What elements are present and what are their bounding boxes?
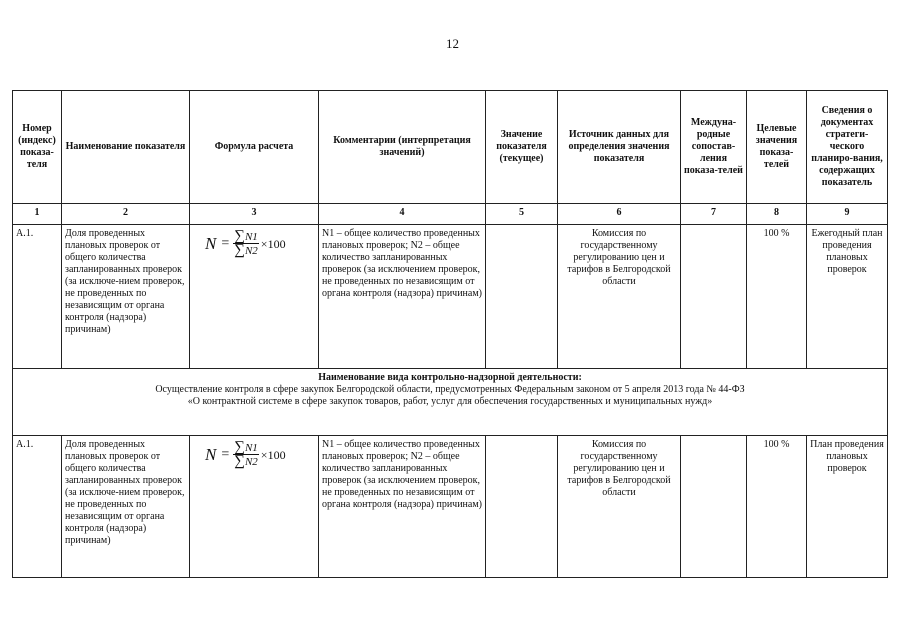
formula-numerator: N1: [244, 442, 258, 454]
header-international: Междуна-родные сопостав-ления показа-телей: [681, 91, 747, 204]
row-current-value: [486, 436, 558, 578]
formula-multiplier: ×100: [260, 236, 286, 251]
row-documents: План проведения плановых проверок: [807, 436, 888, 578]
formula-lhs: N: [205, 444, 217, 464]
column-number: 1: [13, 204, 62, 225]
header-formula: Формула расчета: [190, 91, 319, 204]
row-target: 100 %: [747, 436, 807, 578]
section-row: [13, 369, 888, 436]
header-index: Номер (индекс) показа-теля: [13, 91, 62, 204]
column-number: 3: [190, 204, 319, 225]
row-documents: Ежегодный план проведения плановых проверок: [807, 225, 888, 369]
sum-sign: ∑: [234, 453, 245, 469]
formula: [193, 439, 315, 468]
table-row: [13, 225, 888, 369]
section-line-1: Осуществление контроля в сфере закупок Белгородской области, предусмотренных Федеральным законом от 5 апреля 2013 года № 44-ФЗ: [155, 384, 745, 395]
row-data-source: Комиссия по государственному регулированию цен и тарифов в Белгородской области: [558, 436, 681, 578]
formula-denominator: N2: [244, 456, 258, 468]
column-number: 5: [486, 204, 558, 225]
header-documents: Сведения о документах стратеги-ческого планиро-вания, содержащих показатель: [807, 91, 888, 204]
formula-multiplier: ×100: [260, 447, 286, 462]
row-international: [681, 436, 747, 578]
column-number: 9: [807, 204, 888, 225]
table-row: [13, 436, 888, 578]
column-number: 2: [62, 204, 190, 225]
indicators-table: [12, 90, 888, 578]
page-number: 12: [446, 36, 459, 51]
header-data-source: Источник данных для определения значения показателя: [558, 91, 681, 204]
header-row: [13, 91, 888, 204]
formula-numerator: N1: [244, 231, 258, 243]
formula: [193, 228, 315, 257]
row-formula: [190, 436, 319, 578]
row-indicator-name: Доля проведенных плановых проверок от общего количества запланированных проверок (за исключе-нием проверок, не проведенных по независящим от органа контроля (надзора) причинам): [62, 436, 190, 578]
formula-fraction: [233, 230, 259, 257]
header-name: Наименование показателя: [62, 91, 190, 204]
row-current-value: [486, 225, 558, 369]
header-current-value: Значение показателя (текущее): [486, 91, 558, 204]
column-number: 8: [747, 204, 807, 225]
formula-equals: =: [221, 235, 230, 251]
column-number: 7: [681, 204, 747, 225]
formula-lhs: N: [205, 233, 217, 253]
column-number-row: [13, 204, 888, 225]
row-comment: N1 – общее количество проведенных плановых проверок; N2 – общее количество запланированных проверок (за исключением проверок, не проведенных по независящим от органа контроля (надзора) причинам): [319, 225, 486, 369]
section-line-2: «О контрактной системе в сфере закупок товаров, работ, услуг для обеспечения государственных и муниципальных нужд»: [187, 396, 713, 407]
header-target: Целевые значения показа-телей: [747, 91, 807, 204]
row-formula: [190, 225, 319, 369]
formula-fraction: [233, 441, 259, 468]
row-index: А.1.: [13, 436, 62, 578]
sum-sign: ∑: [234, 242, 245, 258]
formula-denominator: N2: [244, 245, 258, 257]
section-title: Наименование вида контрольно-надзорной деятельности:: [318, 372, 582, 383]
row-target: 100 %: [747, 225, 807, 369]
formula-equals: =: [221, 446, 230, 462]
sum-sign: ∑: [234, 439, 245, 455]
row-indicator-name: Доля проведенных плановых проверок от общего количества запланированных проверок (за исключе-нием проверок, не проведенных по независящим от органа контроля (надзора) причинам): [62, 225, 190, 369]
column-number: 6: [558, 204, 681, 225]
row-index: А.1.: [13, 225, 62, 369]
row-data-source: Комиссия по государственному регулированию цен и тарифов в Белгородской области: [558, 225, 681, 369]
sum-sign: ∑: [234, 228, 245, 244]
header-comments: Комментарии (интерпретация значений): [319, 91, 486, 204]
column-number: 4: [319, 204, 486, 225]
row-comment: N1 – общее количество проведенных плановых проверок; N2 – общее количество запланированных проверок (за исключением проверок, не проведенных по независящим от органа контроля (надзора) причинам): [319, 436, 486, 578]
row-international: [681, 225, 747, 369]
